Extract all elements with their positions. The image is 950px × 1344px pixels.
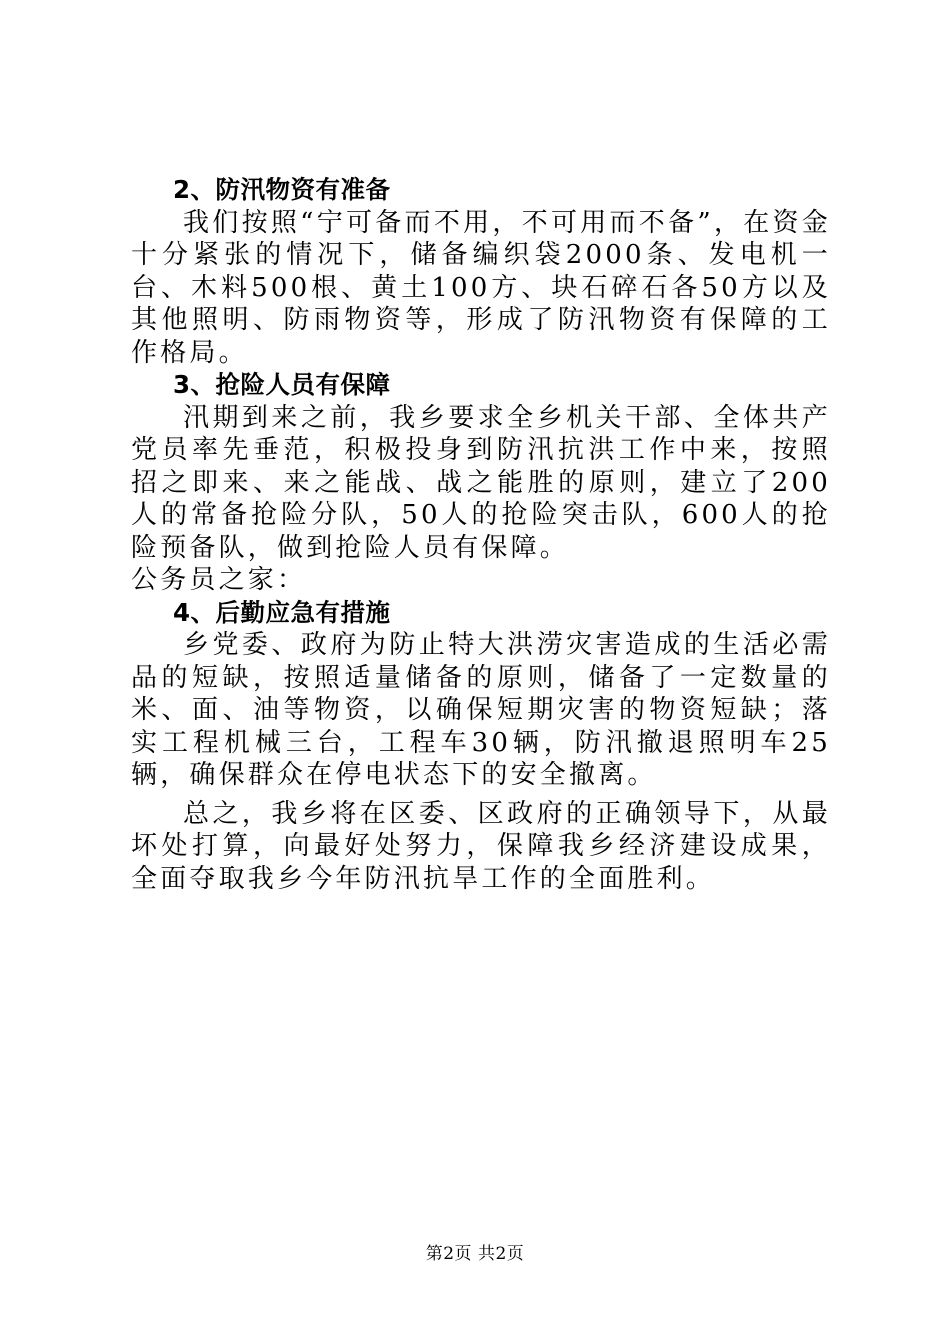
page-footer: 第2页 共2页: [425, 1244, 525, 1264]
section-heading-materials: 2、防汛物资有准备: [173, 175, 391, 204]
section-heading-logistics: 4、后勤应急有措施: [173, 597, 391, 627]
section-personnel: [131, 369, 831, 597]
section-materials: [131, 174, 831, 369]
section-body-materials: 我们按照“宁可备而不用，不可用而不备”，在资金十分紧张的情况下，储备编织袋2000条、发电机一台、木料500根、黄土100方、块石碎石各50方以及其他照明、防雨物资等，形成了防汛物资有保障的工作格局。: [131, 207, 831, 368]
section-body-logistics: 乡党委、政府为防止特大洪涝灾害造成的生活必需品的短缺，按照适量储备的原则，储备了一定数量的米、面、油等物资，以确保短期灾害的物资短缺；落实工程机械三台，工程车30辆，防汛撤退照明车25辆，确保群众在停电状态下的安全撤离。: [131, 630, 831, 790]
section-heading-personnel: 3、抢险人员有保障: [173, 370, 391, 399]
document-body: [131, 174, 831, 895]
conclusion-paragraph: 总之，我乡将在区委、区政府的正确领导下，从最坏处打算，向最好处努力，保障我乡经济建设成果，全面夺取我乡今年防汛抗旱工作的全面胜利。: [131, 798, 831, 894]
source-note: 公务员之家：: [131, 565, 307, 595]
section-body-personnel: 汛期到来之前，我乡要求全乡机关干部、全体共产党员率先垂范，积极投身到防汛抗洪工作中来，按照招之即来、来之能战、战之能胜的原则，建立了200人的常备抢险分队，50人的抢险突击队，600人的抢险预备队，做到抢险人员有保障。: [131, 402, 831, 563]
section-logistics: [131, 597, 831, 792]
